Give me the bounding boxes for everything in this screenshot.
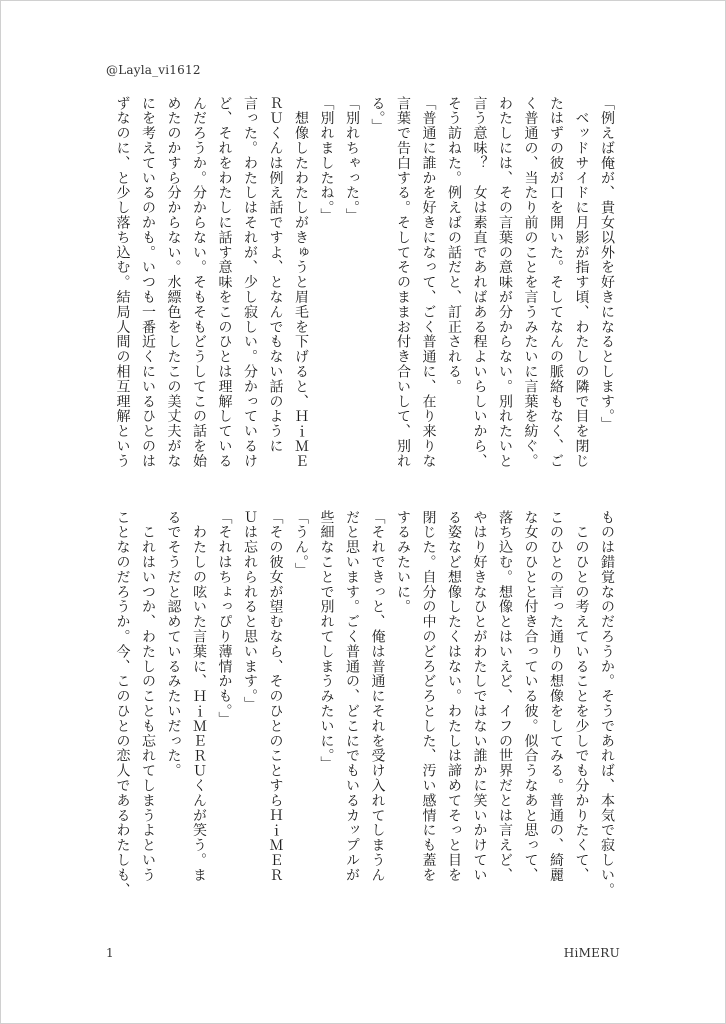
- text-line-upper-15: 言った。わたしはそれが、少し寂しい。分かっているけ: [242, 96, 258, 469]
- text-line-lower-20: ことなのだろうか。今、このひとの恋人であるわたしも、: [114, 510, 131, 898]
- text-line-lower-14: 「その彼女が望むなら、そのひとのことすらＨｉＭＥＲ: [267, 510, 284, 883]
- text-line-upper-5: わたしには、その言葉の意味が分からない。別れたいと: [497, 96, 513, 469]
- text-line-upper-9: 言葉で告白する。そしてそのままお付き合いして、別れ: [395, 96, 411, 469]
- text-line-lower-11: だと思います。ごく普通の、どこにでもいるカップルが: [344, 510, 360, 883]
- text-line-upper-20: ずなのに、と少し落ち込む。結局人間の相互理解という: [114, 96, 131, 469]
- text-line-lower-7: る姿など想像したくはない。わたしは諦めてそっと目を: [446, 510, 462, 883]
- text-line-upper-11: 「別れちゃった。」: [344, 96, 360, 224]
- text-line-upper-3: たはずの彼が口を開いた。そしてなんの脈絡もなく、ご: [548, 96, 564, 469]
- text-line-upper-8: 「普通に誰かを好きになって、ごく普通に、在り来りな: [420, 96, 437, 469]
- text-line-lower-10: 「それできっと、俺は普通にそれを受け入れてしまうん: [369, 510, 386, 883]
- text-line-lower-15: Ｕは忘れられると思います。」: [242, 510, 258, 712]
- text-line-lower-13: 「うん。」: [293, 510, 309, 578]
- text-line-lower-2: このひとの考えていることを少しでも分かりたくて、: [573, 510, 590, 883]
- text-line-lower-17: わたしの呟いた言葉に、ＨｉＭＥＲＵくんが笑う。ま: [191, 510, 207, 883]
- text-line-upper-2: ベッドサイドに月影が指す頃、わたしの隣で目を閉じ: [573, 96, 590, 469]
- text-block-upper: [105, 96, 619, 488]
- text-line-upper-10: る。」: [369, 96, 386, 134]
- text-block-lower: [105, 510, 619, 934]
- text-line-lower-16: 「それはちょっぴり薄情かも。」: [216, 510, 233, 727]
- text-line-upper-19: にを考えているのかも。いつも一番近くにいるひとのは: [140, 96, 156, 469]
- text-line-upper-7: そう訪ねた。例えばの話だと、訂正される。: [446, 96, 462, 394]
- text-line-upper-18: めたのかすら分からない。水縹色をしたこの美丈夫がな: [165, 96, 182, 469]
- text-line-lower-3: このひとの言った通りの想像をしてみる。普通の、綺麗: [548, 510, 564, 883]
- text-line-lower-5: 落ち込む。想像とはいえど、イフの世界だとは言えど、: [497, 510, 513, 883]
- text-line-upper-6: 言う意味？ 女は素直であればある程よいらしいから、: [471, 96, 488, 469]
- text-line-upper-16: ど、それをわたしに話す意味をこのひとは理解している: [216, 96, 233, 469]
- book-title: HiMERU: [563, 946, 620, 960]
- text-line-lower-12: 些細なことで別れてしまうみたいに。」: [318, 510, 335, 772]
- text-line-lower-8: 閉じた。自分の中のどろどろとした、汚い感情にも蓋を: [420, 510, 437, 883]
- text-line-upper-13: 想像したわたしがきゅうと眉毛を下げると、ＨｉＭＥ: [293, 96, 309, 469]
- text-line-upper-17: んだろうか。分からない。そもそもどうしてこの話を始: [191, 96, 207, 469]
- text-line-upper-12: 「別れましたね。」: [318, 96, 335, 224]
- page-number: 1: [106, 946, 114, 960]
- text-line-lower-6: やはり好きなひとがわたしではない誰かに笑いかけてい: [471, 510, 488, 883]
- text-line-upper-1: 「例えば俺が、貴女以外を好きになるとします。」: [599, 96, 615, 432]
- text-line-lower-4: な女のひとと付き合っている彼。似合うなあと思って、: [522, 510, 539, 883]
- text-line-lower-9: するみたいに。: [395, 510, 411, 615]
- text-line-lower-1: ものは錯覚なのだろうか。そうであれば、本気で寂しい。: [599, 510, 615, 898]
- text-line-upper-14: ＲＵくんは例え話ですよ、となんでもない話のように: [267, 96, 284, 454]
- text-line-lower-19: これはいつか、わたしのことも忘れてしまうよという: [140, 510, 156, 883]
- text-line-upper-4: く普通の、当たり前のことを言うみたいに言葉を紡ぐ。: [522, 96, 539, 469]
- text-line-lower-18: るでそうだと認めているみたいだった。: [165, 510, 182, 779]
- author-handle: @Layla_vi1612: [106, 63, 201, 77]
